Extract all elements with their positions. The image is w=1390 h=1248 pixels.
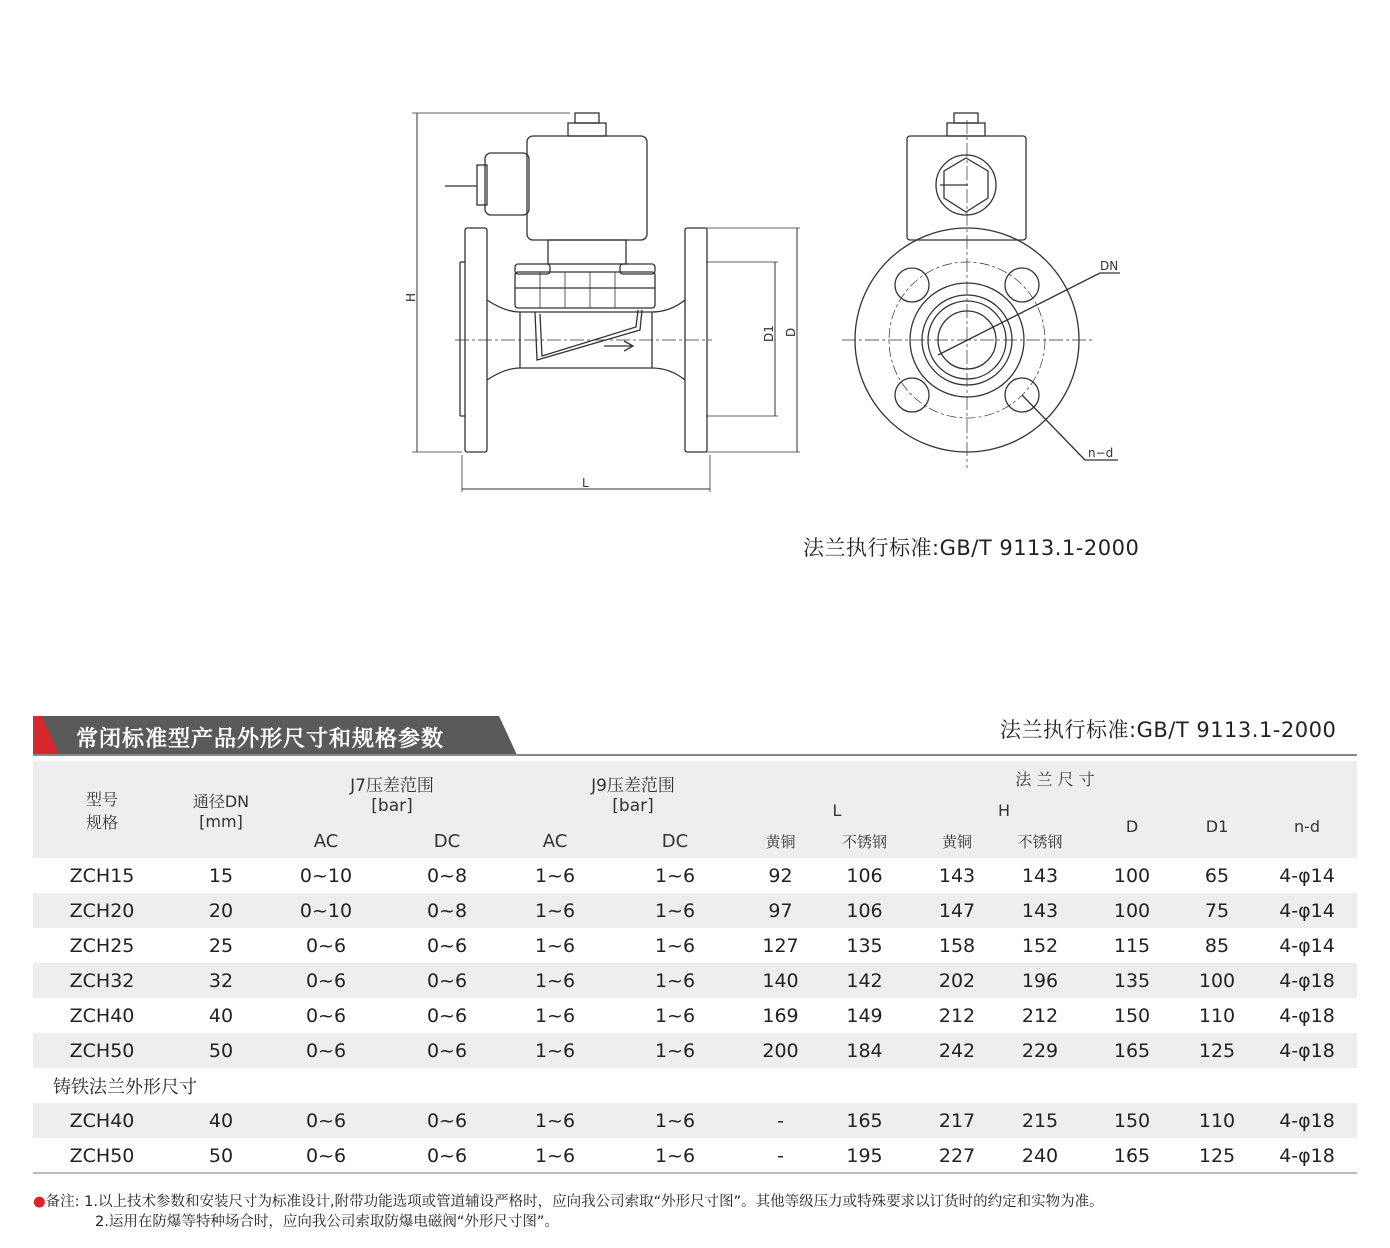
cell-l-steel: 135 (846, 934, 883, 957)
cell-dn: 40 (208, 1004, 234, 1027)
label-dn: DN (1100, 259, 1119, 273)
header-dn-unit: [mm] (199, 811, 243, 831)
header-j9-dc: DC (597, 825, 753, 858)
header-l-brass: 黄铜 (753, 825, 808, 858)
table-header-row-1 (33, 761, 1357, 795)
cell-dn: 15 (208, 864, 234, 887)
cell-j9-dc: 1~6 (654, 934, 696, 957)
cell-d: 115 (1113, 934, 1151, 957)
header-model-sub: 规格 (85, 812, 118, 832)
table-bottom-rule (33, 1172, 1357, 1174)
cell-dn: 25 (208, 934, 234, 957)
cell-l-steel: 184 (808, 1033, 921, 1068)
cell-d: 150 (1087, 1103, 1177, 1138)
header-h-steel: 不锈钢 (993, 825, 1087, 858)
section-title: 常闭标准型产品外形尺寸和规格参数 (76, 727, 445, 752)
cell-l-steel: 142 (808, 963, 921, 998)
cell-model: ZCH15 (69, 864, 135, 887)
table-row (33, 1033, 1357, 1068)
cell-h-brass: 202 (921, 963, 993, 998)
cell-l-steel: 165 (808, 1103, 921, 1138)
cell-d: 135 (1087, 963, 1177, 998)
cell-l-brass: 169 (762, 1004, 799, 1027)
valve-dimension-drawing (0, 0, 1390, 520)
table-row (33, 1103, 1357, 1138)
table-row (33, 963, 1357, 998)
cell-d1: 100 (1177, 963, 1257, 998)
header-d: D (1087, 795, 1177, 858)
cell-j7-dc: 0~8 (381, 893, 513, 928)
cell-j9-ac: 1~6 (513, 1033, 597, 1068)
flange-standard-note: 法兰执行标准:GB/T 9113.1-2000 (803, 536, 1140, 560)
header-j9: J9压差范围 (591, 775, 675, 796)
cell-j7-ac: 0~6 (305, 934, 347, 957)
cell-j7-dc: 0~6 (426, 1144, 468, 1167)
cell-j9-dc: 1~6 (654, 1004, 696, 1027)
cell-nd: 4-φ18 (1279, 1004, 1335, 1027)
cell-model: ZCH20 (33, 893, 171, 928)
cell-nd: 4-φ18 (1257, 1033, 1357, 1068)
cell-h-brass: 227 (938, 1144, 976, 1167)
cell-d: 165 (1087, 1033, 1177, 1068)
table-row (33, 858, 1357, 893)
cell-d1: 110 (1177, 1103, 1257, 1138)
cell-h-steel: 215 (993, 1103, 1087, 1138)
cell-model: ZCH50 (69, 1144, 135, 1167)
cell-j9-ac: 1~6 (534, 1144, 576, 1167)
cell-model: ZCH40 (69, 1004, 135, 1027)
group-label: 铸铁法兰外形尺寸 (53, 1076, 197, 1098)
header-j7-dc: DC (381, 825, 513, 858)
cell-d1: 65 (1204, 864, 1230, 887)
cell-d: 100 (1087, 893, 1177, 928)
cell-dn: 40 (171, 1103, 271, 1138)
cell-nd: 4-φ18 (1279, 1144, 1335, 1167)
cell-j9-ac: 1~6 (513, 1103, 597, 1138)
cell-j9-ac: 1~6 (513, 893, 597, 928)
cell-j7-ac: 0~6 (305, 1004, 347, 1027)
cell-nd: 4-φ14 (1257, 893, 1357, 928)
remark-line-1: 1.以上技术参数和安装尺寸为标准设计,附带功能选项或管道辅设严格时，应向我公司索取“外形尺寸图”。其他等级压力或特殊要求以订货时的约定和实物为准。 (84, 1194, 1104, 1210)
cell-h-steel: 229 (993, 1033, 1087, 1068)
cell-j9-dc: 1~6 (597, 893, 753, 928)
flange-standard-note-right: 法兰执行标准:GB/T 9113.1-2000 (1000, 718, 1337, 742)
cell-j7-dc: 0~6 (381, 963, 513, 998)
cell-j7-dc: 0~6 (426, 934, 468, 957)
header-j9-unit: [bar] (612, 795, 654, 816)
cell-j9-dc: 1~6 (597, 1103, 753, 1138)
cell-h-brass: 158 (938, 934, 976, 957)
cell-j7-dc: 0~6 (381, 1033, 513, 1068)
cell-j9-dc: 1~6 (654, 1144, 696, 1167)
cell-model: ZCH40 (33, 1103, 171, 1138)
cell-j9-dc: 1~6 (597, 963, 753, 998)
cell-nd: 4-φ14 (1279, 864, 1335, 887)
cell-j7-dc: 0~8 (426, 864, 468, 887)
cell-l-brass: 97 (753, 893, 808, 928)
cell-h-brass: 147 (921, 893, 993, 928)
cell-l-steel: 195 (846, 1144, 883, 1167)
cell-d1: 75 (1177, 893, 1257, 928)
cell-h-steel: 212 (1021, 1004, 1059, 1027)
header-j7: J7压差范围 (350, 775, 434, 796)
header-h-brass: 黄铜 (921, 825, 993, 858)
cell-l-brass: - (777, 1144, 784, 1167)
cell-model: ZCH50 (33, 1033, 171, 1068)
cell-h-steel: 143 (1021, 864, 1059, 887)
cell-d1: 110 (1198, 1004, 1236, 1027)
cell-l-steel: 106 (846, 864, 883, 887)
remark-label: 备注: (45, 1194, 80, 1210)
cell-j9-dc: 1~6 (597, 1033, 753, 1068)
cell-dn: 32 (171, 963, 271, 998)
cell-model: ZCH32 (33, 963, 171, 998)
label-h: H (404, 292, 418, 302)
cell-d: 150 (1113, 1004, 1151, 1027)
cell-j9-ac: 1~6 (513, 963, 597, 998)
header-h: H (921, 795, 1087, 825)
cell-h-brass: 143 (938, 864, 976, 887)
cell-j9-ac: 1~6 (534, 1004, 576, 1027)
cell-dn: 50 (171, 1033, 271, 1068)
table-row (33, 1138, 1357, 1173)
cell-d: 165 (1113, 1144, 1151, 1167)
cell-l-steel: 106 (808, 893, 921, 928)
header-nd: n-d (1257, 795, 1357, 858)
table-row (33, 998, 1357, 1033)
cell-l-steel: 149 (846, 1004, 883, 1027)
cell-l-brass: 127 (762, 934, 799, 957)
cell-j7-ac: 0~6 (271, 1033, 381, 1068)
cell-d1: 125 (1198, 1144, 1236, 1167)
spec-table (33, 761, 1357, 1173)
header-j7-ac: AC (271, 825, 381, 858)
cell-j9-dc: 1~6 (654, 864, 696, 887)
header-j9-ac: AC (513, 825, 597, 858)
cell-d1: 125 (1177, 1033, 1257, 1068)
table-row (33, 893, 1357, 928)
cell-h-brass: 217 (921, 1103, 993, 1138)
cell-d1: 85 (1204, 934, 1230, 957)
header-flange: 法 兰 尺 寸 (753, 761, 1357, 795)
cell-l-brass: 140 (753, 963, 808, 998)
cell-h-brass: 212 (938, 1004, 976, 1027)
cell-j9-ac: 1~6 (534, 864, 576, 887)
cell-dn: 50 (208, 1144, 234, 1167)
table-row (33, 928, 1357, 963)
cell-l-brass: - (753, 1103, 808, 1138)
cell-h-brass: 242 (921, 1033, 993, 1068)
label-d: D (784, 327, 798, 337)
cell-l-brass: 92 (768, 864, 793, 887)
cell-h-steel: 240 (1021, 1144, 1059, 1167)
group-row (33, 1068, 1357, 1103)
cell-h-steel: 196 (993, 963, 1087, 998)
cell-h-steel: 143 (993, 893, 1087, 928)
cell-nd: 4-φ18 (1257, 963, 1357, 998)
cell-j7-ac: 0~10 (271, 893, 381, 928)
cell-d: 100 (1113, 864, 1151, 887)
cell-nd: 4-φ18 (1257, 1103, 1357, 1138)
cell-model: ZCH25 (69, 934, 135, 957)
label-l: L (582, 476, 589, 490)
header-dn: 通径DN (192, 791, 250, 811)
cell-j7-ac: 0~10 (299, 864, 353, 887)
cell-j7-ac: 0~6 (271, 1103, 381, 1138)
header-j7-unit: [bar] (371, 795, 413, 816)
cell-j9-ac: 1~6 (534, 934, 576, 957)
cell-j7-ac: 0~6 (271, 963, 381, 998)
remark-line-2: 2.运用在防爆等特种场合时，应向我公司索取防爆电磁阀“外形尺寸图”。 (95, 1214, 559, 1230)
cell-dn: 20 (171, 893, 271, 928)
header-l: L (753, 795, 921, 825)
remarks (33, 1192, 1104, 1232)
cell-h-steel: 152 (1021, 934, 1059, 957)
label-d1: D1 (762, 325, 776, 342)
section-rule (33, 754, 1357, 756)
header-model: 型号 (85, 789, 118, 809)
cell-l-brass: 200 (753, 1033, 808, 1068)
cell-j7-dc: 0~6 (426, 1004, 468, 1027)
cell-nd: 4-φ14 (1279, 934, 1335, 957)
cell-j7-ac: 0~6 (305, 1144, 347, 1167)
cell-j7-dc: 0~6 (381, 1103, 513, 1138)
header-d1: D1 (1177, 795, 1257, 858)
label-nd: n−d (1088, 446, 1114, 460)
remark-bullet: ● (33, 1194, 46, 1210)
header-l-steel: 不锈钢 (808, 825, 921, 858)
